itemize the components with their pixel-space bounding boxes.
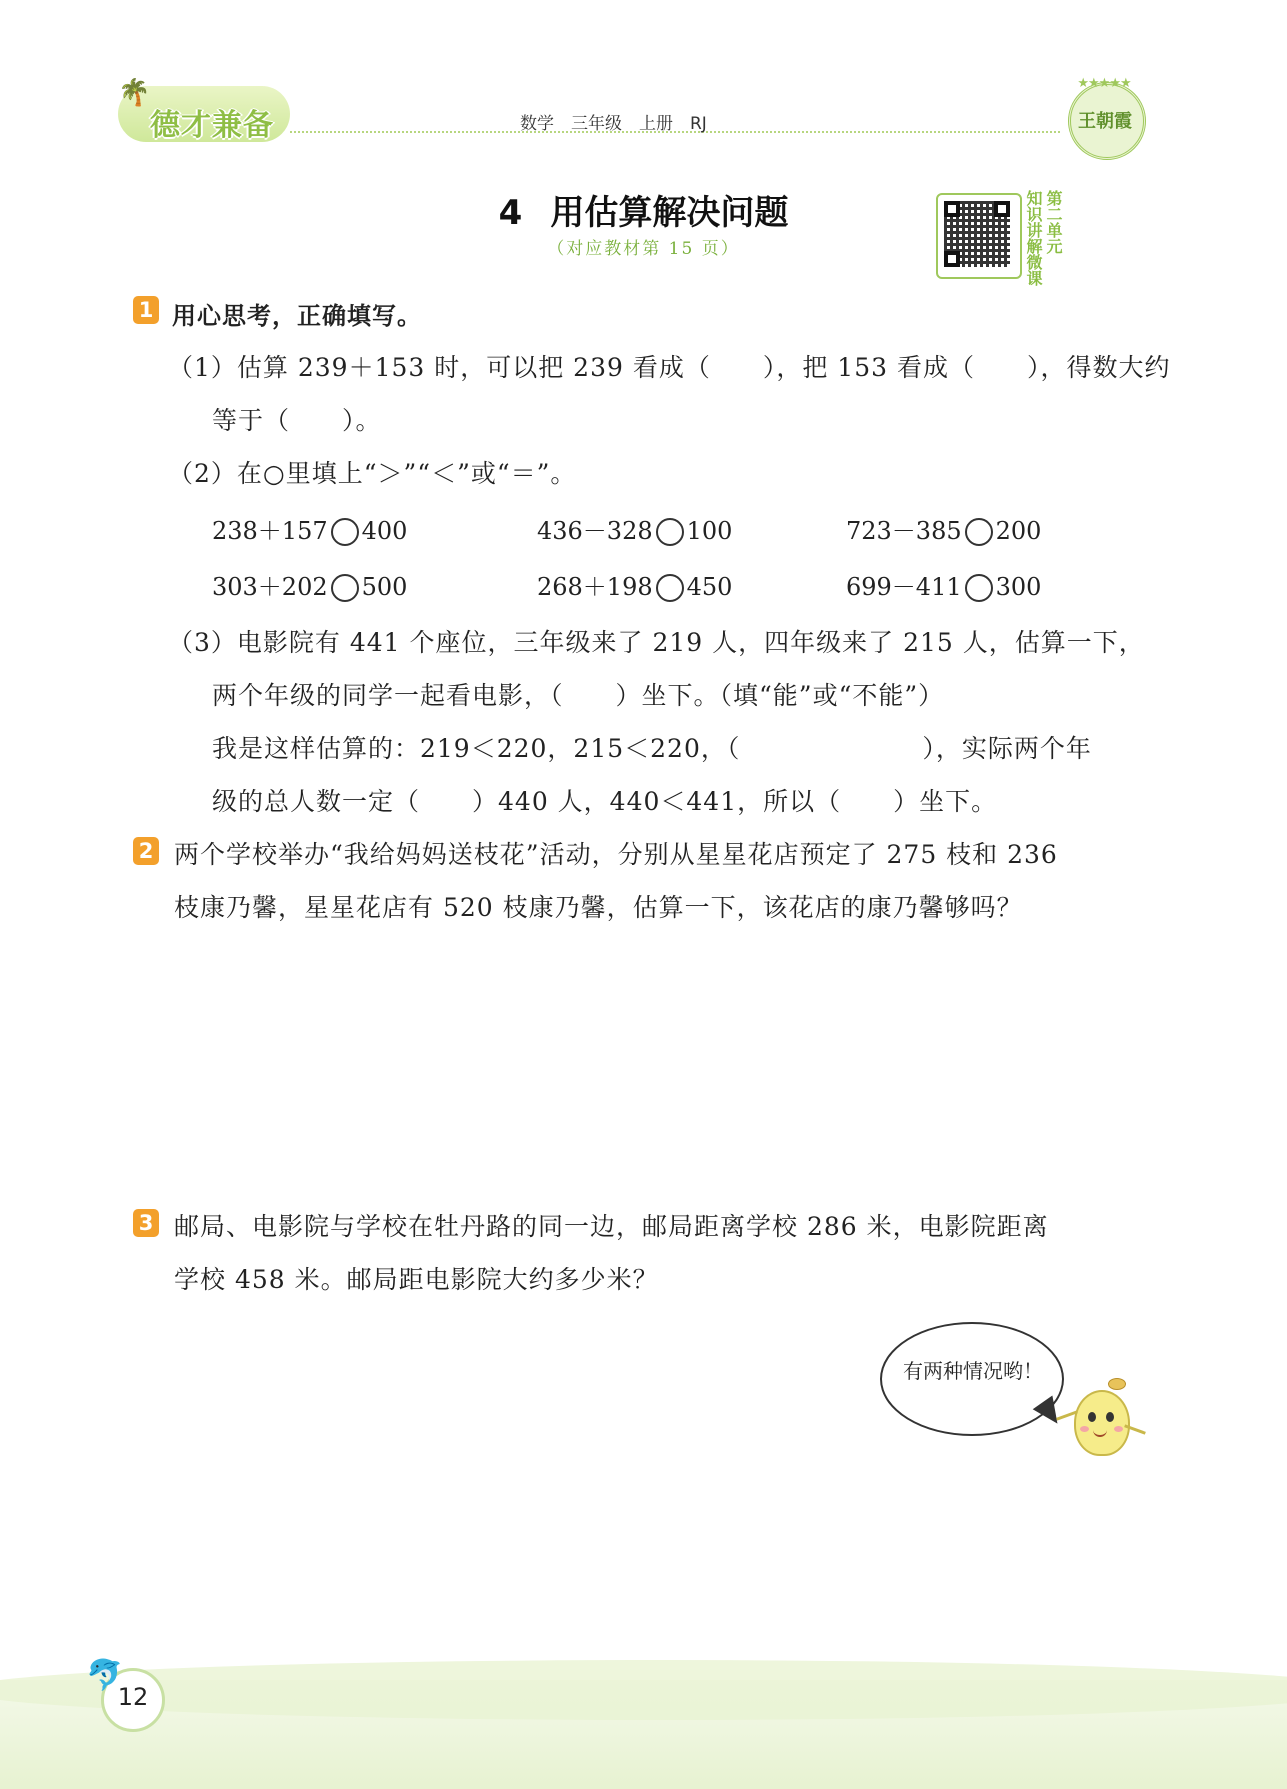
question-badge: 2 <box>133 837 159 865</box>
leaf-icon <box>1108 1378 1126 1390</box>
qr-finder-icon <box>944 251 960 267</box>
mascot-cheek-icon <box>1114 1426 1123 1432</box>
answer-circle[interactable] <box>331 518 359 546</box>
qr-finder-icon <box>944 201 960 217</box>
mascot-icon <box>1074 1390 1130 1456</box>
palm-tree-icon: 🌴 <box>118 78 151 108</box>
q1-part1-line1: （1）估算 239＋153 时，可以把 239 看成（ ），把 153 看成（ ），得数大约 <box>168 353 1171 382</box>
stars-icon: ★★★★★ <box>1077 76 1131 91</box>
q1-part3-line2: 两个年级的同学一起看电影，（ ）坐下。（填“能”或“不能”） <box>212 681 945 710</box>
qr-finder-icon <box>994 201 1010 217</box>
answer-circle[interactable] <box>331 574 359 602</box>
lesson-title: 用估算解决问题 <box>550 193 789 233</box>
question-badge: 3 <box>133 1209 159 1237</box>
comparison-item: 436－328 100 <box>537 517 733 545</box>
subject-line: 数学 三年级 上册 RJ <box>520 114 707 134</box>
textbook-reference: （对应教材第 15 页） <box>547 239 740 259</box>
answer-circle[interactable] <box>965 518 993 546</box>
q1-part3-line4: 级的总人数一定（ ）440 人，440＜441，所以（ ）坐下。 <box>212 787 998 816</box>
mascot-eye-icon <box>1106 1412 1114 1422</box>
lesson-number: 4 <box>498 193 523 233</box>
comparison-item: 723－385 200 <box>846 517 1042 545</box>
q3-line2: 学校 458 米。邮局距电影院大约多少米？ <box>174 1265 659 1294</box>
brand-logo: 德才兼备 <box>150 108 274 143</box>
q3-line1: 邮局、电影院与学校在牡丹路的同一边，邮局距离学校 286 米，电影院距离 <box>174 1212 1049 1241</box>
q1-part1-line2: 等于（ ）。 <box>212 406 382 435</box>
comparison-item: 699－411 300 <box>846 573 1042 601</box>
page-title <box>0 185 1287 234</box>
question-heading: 用心思考，正确填写。 <box>172 302 422 330</box>
comparison-item: 238＋157 400 <box>212 517 408 545</box>
seal-name: 王朝霞 <box>1078 111 1132 132</box>
microlesson-label: 知识讲解微课 <box>1024 190 1043 286</box>
q1-part3-line3: 我是这样估算的：219＜220，215＜220，（ ），实际两个年 <box>212 734 1092 763</box>
footer-band <box>0 1680 1287 1789</box>
mascot-cheek-icon <box>1080 1426 1089 1432</box>
q2-line1: 两个学校举办“我给妈妈送枝花”活动，分别从星星花店预定了 275 枝和 236 <box>174 840 1058 869</box>
unit-label: 第二单元 <box>1044 190 1063 254</box>
q1-part2-intro: （2）在○里填上“＞”“＜”或“＝”。 <box>168 459 577 488</box>
page-number: 12 <box>117 1683 149 1711</box>
q1-part3-line1: （3）电影院有 441 个座位，三年级来了 219 人，四年级来了 215 人，估算一下， <box>168 628 1145 657</box>
dolphin-icon: 🐬 <box>86 1658 124 1693</box>
question-badge: 1 <box>133 296 159 324</box>
hint-text: 有两种情况哟！ <box>903 1359 1043 1383</box>
answer-circle[interactable] <box>656 518 684 546</box>
q2-line2: 枝康乃馨，星星花店有 520 枝康乃馨，估算一下，该花店的康乃馨够吗？ <box>174 893 1023 922</box>
comparison-item: 268＋198 450 <box>537 573 733 601</box>
mascot-eye-icon <box>1088 1412 1096 1422</box>
answer-circle[interactable] <box>656 574 684 602</box>
answer-circle[interactable] <box>965 574 993 602</box>
comparison-item: 303＋202 500 <box>212 573 408 601</box>
